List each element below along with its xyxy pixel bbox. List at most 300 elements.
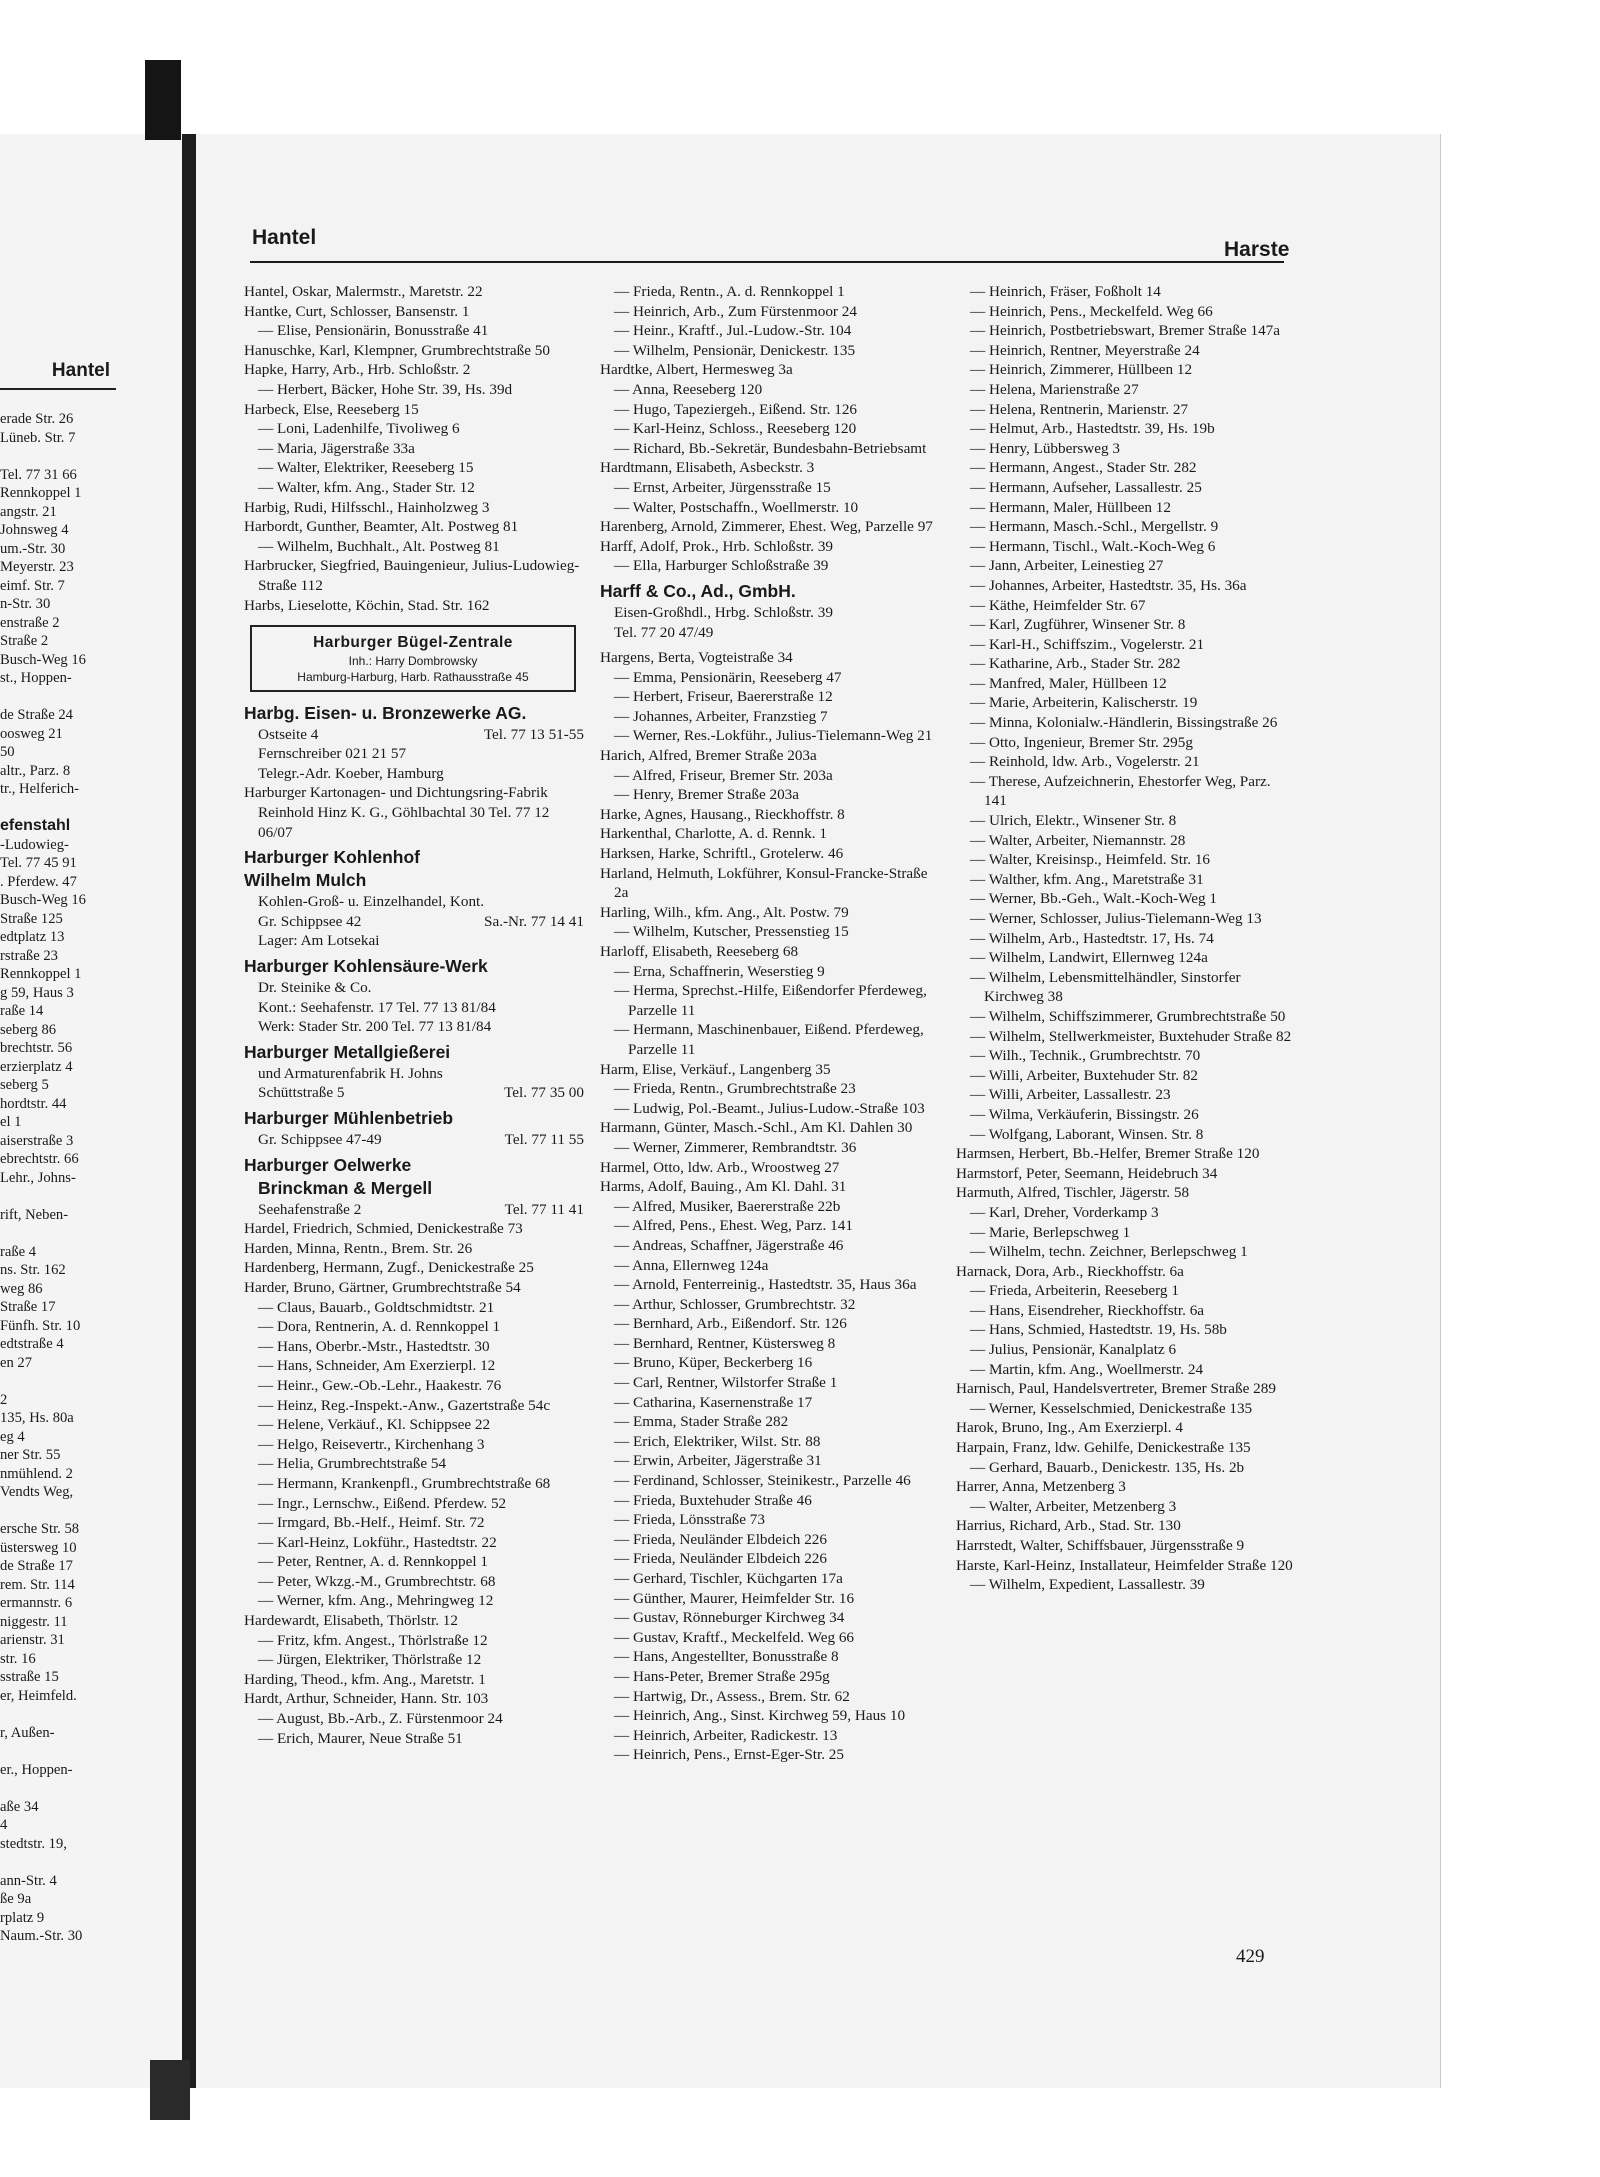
firm-entry: [244, 955, 584, 1037]
firm-line: Tel. 77 20 47/49: [614, 623, 714, 641]
directory-subentry: — Manfred, Maler, Hüllbeen 12: [970, 674, 1167, 692]
firm-line: und Armaturenfabrik H. Johns: [258, 1064, 443, 1082]
directory-subentry: — Alfred, Friseur, Bremer Str. 203a: [614, 766, 833, 784]
previous-page-lines: [0, 410, 170, 1946]
directory-subentry: — Wilhelm, Schiffszimmerer, Grumbrechtstraße 50: [970, 1007, 1286, 1025]
directory-entry: Harmsen, Herbert, Bb.-Helfer, Bremer Straße 120: [956, 1145, 1260, 1163]
directory-subentry: — Johannes, Arbeiter, Hastedtstr. 35, Hs. 36a: [970, 576, 1247, 594]
entry-list: [600, 648, 940, 1765]
directory-entry: Hardt, Arthur, Schneider, Hann. Str. 103: [244, 1690, 489, 1708]
firm-name: Harburger Oelwerke: [244, 1154, 412, 1175]
directory-subentry: — Hans, Angestellter, Bonusstraße 8: [614, 1648, 839, 1666]
firm-phone: Tel. 77 11 41: [504, 1200, 584, 1218]
directory-subentry: — Hermann, Krankenpfl., Grumbrechtstraße 68: [258, 1474, 551, 1492]
directory-entry: Hardtmann, Elisabeth, Asbeckstr. 3: [600, 459, 815, 477]
directory-subentry: — Martin, kfm. Ang., Woellmerstr. 24: [970, 1360, 1204, 1378]
directory-subentry: — Günther, Maurer, Heimfelder Str. 16: [614, 1589, 855, 1607]
directory-subentry: — Walther, kfm. Ang., Maretstraße 31: [970, 870, 1204, 888]
directory-subentry: — Peter, Wkzg.-M., Grumbrechtstr. 68: [258, 1572, 496, 1590]
firm-line: Lager: Am Lotsekai: [258, 932, 380, 950]
directory-entry: Harke, Agnes, Hausang., Rieckhoffstr. 8: [600, 805, 845, 823]
directory-entry: Harloff, Elisabeth, Reeseberg 68: [600, 943, 799, 960]
previous-page-line: [0, 1779, 170, 1798]
directory-subentry: — Emma, Stader Straße 282: [614, 1413, 789, 1431]
directory-subentry: — Heinrich, Fräser, Foßholt 14: [970, 283, 1161, 300]
directory-entry: Hantel, Oskar, Malermstr., Maretstr. 22: [244, 283, 483, 300]
directory-subentry: — Jürgen, Elektriker, Thörlstraße 12: [258, 1651, 482, 1669]
previous-page-line: eimf. Str. 7: [0, 577, 65, 594]
directory-subentry: — Heinrich, Ang., Sinst. Kirchweg 59, Haus 10: [614, 1707, 906, 1725]
firm-line: Eisen-Großhdl., Hrbg. Schloßstr. 39: [614, 603, 833, 621]
entry-list: [600, 282, 940, 576]
previous-page-line: -Ludowieg-: [0, 836, 69, 853]
directory-entry: Harkenthal, Charlotte, A. d. Rennk. 1: [600, 825, 827, 843]
previous-page-line: brechtstr. 56: [0, 1040, 73, 1056]
directory-subentry: — Hartwig, Dr., Assess., Brem. Str. 62: [614, 1687, 850, 1705]
directory-subentry: — Walter, Arbeiter, Metzenberg 3: [970, 1497, 1177, 1515]
previous-page-line: er., Hoppen-: [0, 1761, 73, 1778]
directory-entry: Harbeck, Else, Reeseberg 15: [244, 400, 419, 418]
firm-address: Ostseite 4: [258, 725, 319, 743]
directory-entry: Harmuth, Alfred, Tischler, Jägerstr. 58: [956, 1184, 1190, 1202]
directory-subentry: — Therese, Aufzeichnerin, Ehestorfer Weg, Parz. 141: [970, 772, 1271, 810]
directory-subentry: — Wolfgang, Laborant, Winsen. Str. 8: [970, 1125, 1204, 1143]
directory-subentry: — Helmut, Arb., Hastedtstr. 39, Hs. 19b: [970, 420, 1215, 438]
previous-page-line: seberg 5: [0, 1077, 49, 1093]
previous-page-line: [0, 1372, 170, 1391]
previous-page-line: g 59, Haus 3: [0, 984, 74, 1001]
previous-page-line: Tel. 77 45 91: [0, 855, 77, 871]
directory-subentry: — Gerhard, Tischler, Küchgarten 17a: [614, 1570, 843, 1587]
directory-subentry: — Fritz, kfm. Angest., Thörlstraße 12: [258, 1631, 488, 1649]
directory-subentry: — Arthur, Schlosser, Grumbrechtstr. 32: [614, 1295, 856, 1313]
directory-subentry: — Karl, Dreher, Vorderkamp 3: [970, 1203, 1159, 1221]
previous-page-line: er, Heimfeld.: [0, 1687, 77, 1704]
previous-page-line: n-Str. 30: [0, 596, 51, 612]
previous-page-line: en 27: [0, 1354, 33, 1371]
directory-subentry: — Heinr., Gew.-Ob.-Lehr., Haakestr. 76: [258, 1376, 502, 1394]
directory-entry: Harste, Karl-Heinz, Installateur, Heimfelder Straße 120: [956, 1556, 1293, 1574]
directory-subentry: — Heinrich, Postbetriebswart, Bremer Straße 147a: [970, 322, 1280, 340]
previous-page-line: rift, Neben-: [0, 1206, 69, 1223]
directory-subentry: — Dora, Rentnerin, A. d. Rennkoppel 1: [258, 1318, 501, 1336]
directory-subentry: — Werner, Schlosser, Julius-Tielemann-Weg 13: [970, 910, 1262, 927]
directory-entry: Harrius, Richard, Arb., Stad. Str. 130: [956, 1517, 1181, 1535]
firm-line: [244, 912, 584, 932]
previous-page-line: Lüneb. Str. 7: [0, 429, 76, 446]
directory-subentry: — Katharine, Arb., Stader Str. 282: [970, 655, 1181, 673]
directory-subentry: — Marie, Berlepschweg 1: [970, 1223, 1131, 1241]
directory-subentry: — Wilhelm, Arb., Hastedtstr. 17, Hs. 74: [970, 929, 1214, 947]
directory-subentry: — Heinrich, Pens., Meckelfeld. Weg 66: [970, 302, 1213, 320]
previous-page-line: erade Str. 26: [0, 411, 74, 427]
header-right-keyword: Harste: [1224, 238, 1290, 261]
previous-page-line: Meyerstr. 23: [0, 559, 74, 575]
directory-subentry: — Willi, Arbeiter, Buxtehuder Str. 82: [970, 1066, 1198, 1084]
directory-entry: Hantke, Curt, Schlosser, Bansenstr. 1: [244, 302, 470, 320]
directory-subentry: — Hugo, Tapeziergeh., Eißend. Str. 126: [614, 400, 858, 418]
directory-subentry: — Wilh., Technik., Grumbrechtstr. 70: [970, 1047, 1201, 1065]
previous-page-line: [0, 1742, 170, 1761]
directory-entry: Hapke, Harry, Arb., Hrb. Schloßstr. 2: [244, 361, 471, 379]
directory-subentry: — Walter, Postschaffn., Woellmerstr. 10: [614, 498, 859, 516]
directory-subentry: — Frieda, Neuländer Elbdeich 226: [614, 1550, 827, 1568]
firm-phone: Tel. 77 13 51-55: [483, 725, 584, 743]
directory-subentry: — Hermann, Maler, Hüllbeen 12: [970, 498, 1171, 516]
previous-page-line: el 1: [0, 1114, 22, 1130]
previous-page-line: aiserstraße 3: [0, 1132, 74, 1149]
firm-address: Schüttstraße 5: [258, 1084, 345, 1102]
directory-subentry: — Ella, Harburger Schloßstraße 39: [614, 557, 829, 575]
previous-page-rule: [0, 388, 116, 390]
previous-page-line: hordtstr. 44: [0, 1095, 67, 1112]
directory-entry: Harding, Theod., kfm. Ang., Maretstr. 1: [244, 1670, 486, 1688]
directory-entry: Harrer, Anna, Metzenberg 3: [956, 1478, 1126, 1496]
directory-entry: Harnisch, Paul, Handelsvertreter, Bremer Straße 289: [956, 1380, 1276, 1398]
previous-page-line: weg 86: [0, 1280, 43, 1297]
directory-subentry: — Heinz, Reg.-Inspekt.-Anw., Gazertstraße 54c: [258, 1396, 551, 1414]
directory-subentry: — Bernhard, Arb., Eißendorf. Str. 126: [614, 1315, 847, 1333]
directory-entry: Hargens, Berta, Vogteistraße 34: [600, 649, 793, 667]
directory-entry: Harling, Wilh., kfm. Ang., Alt. Postw. 79: [600, 903, 849, 921]
directory-subentry: — Erwin, Arbeiter, Jägerstraße 31: [614, 1452, 822, 1470]
directory-subentry: — Gerhard, Bauarb., Denickestr. 135, Hs. 2b: [970, 1458, 1245, 1476]
directory-subentry: — Frieda, Buxtehuder Straße 46: [614, 1491, 812, 1509]
directory-subentry: — Karl-Heinz, Schloss., Reeseberg 120: [614, 420, 857, 438]
previous-page-line: enstraße 2: [0, 614, 60, 631]
ad-owner: Inh.: Harry Dombrowsky: [348, 653, 478, 668]
firm-entry: [244, 702, 584, 784]
previous-page-line: r, Außen-: [0, 1724, 55, 1741]
book-spine-bottom: [150, 2060, 190, 2120]
previous-page-line: [0, 1502, 170, 1521]
entry-list: [244, 282, 584, 615]
directory-subentry: — Heinrich, Arb., Zum Fürstenmoor 24: [614, 302, 857, 320]
previous-page-line: 2: [0, 1391, 8, 1408]
previous-page-line: [0, 688, 170, 707]
directory-subentry: — Wilhelm, techn. Zeichner, Berlepschweg 1: [970, 1243, 1248, 1261]
directory-subentry: — Andreas, Schaffner, Jägerstraße 46: [614, 1236, 844, 1254]
directory-entry: Harok, Bruno, Ing., Am Exerzierpl. 4: [956, 1419, 1183, 1437]
directory-subentry: — Richard, Bb.-Sekretär, Bundesbahn-Betriebsamt: [614, 439, 927, 457]
directory-subentry: — Karl-H., Schiffszim., Vogelerstr. 21: [970, 635, 1205, 653]
previous-page-line: Johnsweg 4: [0, 522, 69, 538]
directory-subentry: — Wilhelm, Stellwerkmeister, Buxtehuder Straße 82: [970, 1027, 1292, 1045]
previous-page-line: ann-Str. 4: [0, 1872, 57, 1889]
directory-subentry: — Werner, Kesselschmied, Denickestraße 135: [970, 1399, 1253, 1417]
previous-page-line: ße 9a: [0, 1891, 32, 1907]
directory-subentry: — Hans, Eisendreher, Rieckhoffstr. 6a: [970, 1301, 1205, 1319]
directory-subentry: — Ludwig, Pol.-Beamt., Julius-Ludow.-Straße 103: [614, 1099, 925, 1117]
directory-subentry: — Walter, Elektriker, Reeseberg 15: [258, 459, 474, 477]
previous-page-line: Straße 17: [0, 1299, 56, 1315]
previous-page-line: tr., Helferich-: [0, 781, 80, 797]
firm-phone: Tel. 77 35 00: [504, 1084, 584, 1102]
directory-subentry: — Frieda, Neuländer Elbdeich 226: [614, 1530, 827, 1548]
firm-entry: [244, 846, 584, 951]
directory-subentry: — Gustav, Rönneburger Kirchweg 34: [614, 1609, 845, 1627]
previous-page-line: [0, 1853, 170, 1872]
previous-page-line: arienstr. 31: [0, 1632, 65, 1648]
directory-subentry: — Minna, Kolonialw.-Händlerin, Bissingstraße 26: [970, 714, 1278, 732]
previous-page-line: sstraße 15: [0, 1669, 59, 1685]
firm-entry: [244, 1107, 584, 1150]
firm-name-2: Wilhelm Mulch: [244, 870, 367, 891]
previous-page-line: oosweg 21: [0, 725, 63, 742]
previous-page-line: aße 34: [0, 1798, 39, 1815]
directory-subentry: — Helene, Verkäuf., Kl. Schippsee 22: [258, 1416, 491, 1434]
previous-page-line: [0, 799, 170, 818]
directory-subentry: — Wilhelm, Lebensmittelhändler, Sinstorfer Kirchweg 38: [970, 968, 1241, 1006]
directory-entry: Harland, Helmuth, Lokführer, Konsul-Francke-Straße 2a: [600, 864, 928, 902]
directory-subentry: — Loni, Ladenhilfe, Tivoliweg 6: [258, 420, 460, 438]
previous-page-line: ebrechtstr. 66: [0, 1151, 79, 1167]
directory-subentry: — Jann, Arbeiter, Leinestieg 27: [970, 557, 1164, 575]
directory-subentry: — Walter, kfm. Ang., Stader Str. 12: [258, 478, 475, 496]
directory-subentry: — Frieda, Rentn., A. d. Rennkoppel 1: [614, 283, 845, 300]
previous-page-line: [0, 447, 170, 466]
previous-page-line: ns. Str. 162: [0, 1262, 66, 1278]
directory-subentry: — Irmgard, Bb.-Helf., Heimf. Str. 72: [258, 1514, 485, 1532]
ad-address: Hamburg-Harburg, Harb. Rathausstraße 45: [297, 669, 529, 684]
previous-page-line: nmühlend. 2: [0, 1465, 73, 1482]
entry-list: [244, 1219, 584, 1748]
firm-entry: [244, 1154, 584, 1220]
directory-subentry: — Hans, Schmied, Hastedtstr. 19, Hs. 58b: [970, 1321, 1227, 1339]
firm-entry: [600, 580, 940, 642]
previous-page-line: rstraße 23: [0, 947, 58, 964]
previous-page-line: [0, 1224, 170, 1243]
directory-subentry: — Ingr., Lernschw., Eißend. Pferdew. 52: [258, 1494, 507, 1512]
firm-entry: [244, 1041, 584, 1103]
previous-page-line: [0, 1705, 170, 1724]
directory-page: [196, 134, 1441, 2088]
directory-entry: Harbordt, Gunther, Beamter, Alt. Postweg 81: [244, 518, 519, 536]
directory-entry: Hardel, Friedrich, Schmied, Denickestraße 73: [244, 1220, 523, 1238]
directory-subentry: — Bernhard, Rentner, Küstersweg 8: [614, 1334, 836, 1352]
previous-page-line: str. 16: [0, 1650, 36, 1667]
previous-page-line: rplatz 9: [0, 1909, 45, 1926]
directory-entry: Harksen, Harke, Schriftl., Grotelerw. 46: [600, 845, 844, 863]
directory-subentry: — Otto, Ingenieur, Bremer Str. 295g: [970, 733, 1193, 751]
directory-subentry: — Helena, Rentnerin, Marienstr. 27: [970, 400, 1189, 418]
book-spine-top: [145, 60, 181, 140]
header-left-keyword: Hantel: [252, 226, 317, 249]
directory-entry: Harbrucker, Siegfried, Bauingenieur, Julius-Ludowieg-Straße 112: [244, 557, 580, 594]
directory-subentry: — Frieda, Arbeiterin, Reeseberg 1: [970, 1282, 1179, 1300]
directory-entry: Harburger Kartonagen- und Dichtungsring-Fabrik Reinhold Hinz K. G., Göhlbachtal 30 Tel. 77 12 06/07: [244, 784, 550, 841]
previous-page-line: efenstahl: [0, 817, 71, 834]
previous-page-line: de Straße 17: [0, 1558, 73, 1574]
directory-entry: Hanuschke, Karl, Klempner, Grumbrechtstraße 50: [244, 341, 550, 359]
firm-telegram: Telegr.-Adr. Koeber, Hamburg: [258, 764, 444, 782]
directory-entry: Hardenberg, Hermann, Zugf., Denickestraße 25: [244, 1259, 534, 1277]
previous-page-line: de Straße 24: [0, 707, 73, 723]
previous-page-line: stedtstr. 19,: [0, 1835, 67, 1852]
directory-subentry: — Heinrich, Zimmerer, Hüllbeen 12: [970, 361, 1193, 379]
previous-page-line: Naum.-Str. 30: [0, 1928, 83, 1944]
firm-telex: Fernschreiber 021 21 57: [258, 745, 407, 763]
directory-entry: Harpain, Franz, ldw. Gehilfe, Denickestraße 135: [956, 1439, 1251, 1457]
directory-entry: Harder, Bruno, Gärtner, Grumbrechtstraße 54: [244, 1278, 521, 1296]
firm-phone: Tel. 77 11 55: [504, 1131, 584, 1148]
previous-page-fragment: [0, 134, 182, 2088]
directory-subentry: — Wilhelm, Buchhalt., Alt. Postweg 81: [258, 537, 500, 555]
firm-line: Kont.: Seehafenstr. 17 Tel. 77 13 81/84: [258, 998, 496, 1016]
previous-page-line: Busch-Weg 16: [0, 892, 86, 908]
previous-page-line: erzierplatz 4: [0, 1058, 73, 1075]
directory-subentry: — Frieda, Rentn., Grumbrechtstraße 23: [614, 1080, 856, 1098]
directory-subentry: — Heinrich, Rentner, Meyerstraße 24: [970, 341, 1200, 359]
directory-subentry: — Anna, Reeseberg 120: [614, 380, 763, 398]
directory-subentry: — Hermann, Tischl., Walt.-Koch-Weg 6: [970, 537, 1216, 555]
column-1: [244, 282, 584, 1748]
directory-entry: Hardtke, Albert, Hermesweg 3a: [600, 361, 793, 379]
directory-subentry: — Hans, Oberbr.-Mstr., Hastedtstr. 30: [258, 1337, 490, 1355]
ad-title: Harburger Bügel-Zentrale: [313, 634, 513, 652]
directory-subentry: — Peter, Rentner, A. d. Rennkoppel 1: [258, 1553, 488, 1571]
firm-line: [244, 1200, 584, 1220]
firm-line: [244, 1130, 584, 1150]
directory-subentry: — Hans-Peter, Bremer Straße 295g: [614, 1667, 830, 1685]
directory-entry: Harmann, Günter, Masch.-Schl., Am Kl. Dahlen 30: [600, 1119, 913, 1137]
firm-line: [244, 1083, 584, 1103]
entry-list: [956, 282, 1296, 1595]
directory-subentry: — Werner, Res.-Lokführ., Julius-Tielemann-Weg 21: [614, 727, 933, 745]
previous-page-line: altr., Parz. 8: [0, 762, 71, 779]
directory-subentry: — Bruno, Küper, Beckerberg 16: [614, 1354, 813, 1372]
previous-page-line: Rennkoppel 1: [0, 966, 82, 982]
previous-page-line: 50: [0, 744, 15, 760]
previous-page-line: 4: [0, 1817, 8, 1833]
directory-entry: Harenberg, Arnold, Zimmerer, Ehest. Weg, Parzelle 97: [600, 518, 933, 536]
directory-entry: Harff, Adolf, Prok., Hrb. Schloßstr. 39: [600, 537, 834, 555]
firm-name: Harbg. Eisen- u. Bronzewerke AG.: [244, 702, 527, 723]
previous-page-line: edtstraße 4: [0, 1336, 64, 1352]
directory-subentry: — Walter, Kreisinsp., Heimfeld. Str. 16: [970, 851, 1211, 869]
firm-name-2: Brinckman & Mergell: [258, 1177, 433, 1198]
previous-page-line: . Pferdew. 47: [0, 873, 77, 890]
previous-page-line: seberg 86: [0, 1021, 57, 1038]
directory-subentry: — Gustav, Kraftf., Meckelfeld. Weg 66: [614, 1628, 855, 1646]
directory-subentry: — Hermann, Masch.-Schl., Mergellstr. 9: [970, 518, 1219, 536]
directory-subentry: — Herbert, Friseur, Baererstraße 12: [614, 688, 833, 706]
previous-page-line: Rennkoppel 1: [0, 485, 82, 501]
directory-subentry: — Erich, Elektriker, Wilst. Str. 88: [614, 1432, 821, 1450]
page-number: 429: [1236, 1946, 1265, 1967]
directory-subentry: — Henry, Bremer Straße 203a: [614, 786, 800, 804]
previous-page-line: Straße 125: [0, 910, 63, 927]
directory-entry: Harmel, Otto, ldw. Arb., Wroostweg 27: [600, 1158, 840, 1176]
directory-subentry: — Karl, Zugführer, Winsener Str. 8: [970, 616, 1186, 634]
firm-line: Werk: Stader Str. 200 Tel. 77 13 81/84: [258, 1018, 492, 1036]
directory-subentry: — Carl, Rentner, Wilstorfer Straße 1: [614, 1374, 838, 1392]
directory-entry: Harrstedt, Walter, Schiffsbauer, Jürgensstraße 9: [956, 1537, 1245, 1554]
previous-page-line: raße 14: [0, 1003, 44, 1019]
directory-subentry: — Wilhelm, Expedient, Lassallestr. 39: [970, 1576, 1205, 1594]
directory-subentry: — Wilhelm, Landwirt, Ellernweg 124a: [970, 949, 1208, 967]
directory-subentry: — Werner, Bb.-Geh., Walt.-Koch-Weg 1: [970, 890, 1217, 908]
previous-page-line: Busch-Weg 16: [0, 651, 86, 668]
directory-subentry: — Heinr., Kraftf., Jul.-Ludow.-Str. 104: [614, 322, 852, 340]
previous-page-line: üstersweg 10: [0, 1539, 77, 1556]
column-3: [956, 282, 1296, 1595]
directory-subentry: — Ernst, Arbeiter, Jürgensstraße 15: [614, 478, 831, 496]
directory-subentry: — Willi, Arbeiter, Lassallestr. 23: [970, 1086, 1171, 1104]
directory-entry: Harbig, Rudi, Hilfsschl., Hainholzweg 3: [244, 498, 490, 516]
directory-subentry: — Wilma, Verkäuferin, Bissingstr. 26: [970, 1105, 1199, 1123]
directory-subentry: — Elise, Pensionärin, Bonusstraße 41: [258, 322, 489, 340]
previous-page-line: Fünfh. Str. 10: [0, 1317, 81, 1334]
directory-subentry: — Alfred, Musiker, Baererstraße 22b: [614, 1197, 841, 1215]
previous-page-line: Tel. 77 31 66: [0, 466, 77, 483]
previous-page-line: 135, Hs. 80a: [0, 1410, 74, 1426]
previous-page-line: niggestr. 11: [0, 1613, 68, 1630]
directory-entry: Hardewardt, Elisabeth, Thörlstr. 12: [244, 1612, 458, 1630]
previous-page-line: ermannstr. 6: [0, 1595, 73, 1611]
firm-phone: Sa.-Nr. 77 14 41: [484, 912, 584, 930]
directory-subentry: — Hans, Schneider, Am Exerzierpl. 12: [258, 1357, 496, 1375]
directory-entry: Harm, Elise, Verkäuf., Langenberg 35: [600, 1060, 831, 1078]
previous-page-line: rem. Str. 114: [0, 1576, 75, 1593]
directory-subentry: — Werner, kfm. Ang., Mehringweg 12: [258, 1592, 494, 1610]
previous-page-line: Vendts Weg,: [0, 1484, 74, 1500]
directory-subentry: — Johannes, Arbeiter, Franzstieg 7: [614, 707, 828, 725]
firm-name: Harburger Kohlensäure-Werk: [244, 956, 488, 977]
directory-subentry: — Ulrich, Elektr., Winsener Str. 8: [970, 812, 1177, 830]
directory-subentry: — Walter, Arbeiter, Niemannstr. 28: [970, 831, 1186, 849]
directory-subentry: — Claus, Bauarb., Goldtschmidtstr. 21: [258, 1298, 495, 1316]
firm-address: Gr. Schippsee 42: [258, 912, 362, 930]
directory-subentry: — Helgo, Reisevertr., Kirchenhang 3: [258, 1435, 485, 1453]
previous-page-line: edtplatz 13: [0, 929, 65, 945]
directory-subentry: — Herma, Sprechst.-Hilfe, Eißendorfer Pferdeweg, Parzelle 11: [614, 982, 927, 1019]
previous-page-line: um.-Str. 30: [0, 540, 66, 557]
firm-line: Kohlen-Groß- u. Einzelhandel, Kont.: [258, 893, 485, 911]
firm-address: Seehafenstraße 2: [258, 1200, 362, 1218]
directory-entry: Harnack, Dora, Arb., Rieckhoffstr. 6a: [956, 1262, 1184, 1280]
advertisement-box: [250, 625, 576, 692]
firm-name: Harburger Mühlenbetrieb: [244, 1108, 454, 1128]
directory-subentry: — Heinrich, Pens., Ernst-Eger-Str. 25: [614, 1746, 844, 1764]
directory-subentry: — Hermann, Maschinenbauer, Eißend. Pferdeweg, Parzelle 11: [614, 1021, 924, 1058]
directory-subentry: — Erna, Schaffnerin, Weserstieg 9: [614, 962, 825, 980]
directory-entry: Harms, Adolf, Bauing., Am Kl. Dahl. 31: [600, 1178, 847, 1196]
directory-subentry: — Reinhold, ldw. Arb., Vogelerstr. 21: [970, 753, 1200, 771]
directory-entry: Harden, Minna, Rentn., Brem. Str. 26: [244, 1239, 473, 1257]
directory-subentry: — Alfred, Pens., Ehest. Weg, Parz. 141: [614, 1217, 853, 1235]
directory-subentry: — Ferdinand, Schlosser, Steinikestr., Parzelle 46: [614, 1472, 911, 1490]
header-rule: [250, 261, 1284, 263]
directory-subentry: — Helia, Grumbrechtstraße 54: [258, 1455, 447, 1473]
directory-subentry: — Hermann, Aufseher, Lassallestr. 25: [970, 478, 1202, 496]
previous-page-line: st., Hoppen-: [0, 670, 72, 686]
column-2: [600, 282, 940, 1765]
previous-page-line: eg 4: [0, 1428, 25, 1445]
directory-subentry: — Frieda, Lönsstraße 73: [614, 1511, 765, 1529]
directory-subentry: — Karl-Heinz, Lokführ., Hastedtstr. 22: [258, 1533, 497, 1551]
firm-line: Dr. Steinike & Co.: [258, 979, 372, 997]
directory-subentry: — Herbert, Bäcker, Hohe Str. 39, Hs. 39d: [258, 380, 513, 398]
directory-subentry: — August, Bb.-Arb., Z. Fürstenmoor 24: [258, 1710, 503, 1728]
directory-subentry: — Wilhelm, Pensionär, Denickestr. 135: [614, 341, 856, 359]
directory-subentry: — Arnold, Fenterreinig., Hastedtstr. 35, Haus 36a: [614, 1276, 917, 1294]
previous-page-line: [0, 1187, 170, 1206]
firm-address: Gr. Schippsee 47-49: [258, 1131, 382, 1148]
previous-page-header: Hantel: [51, 360, 110, 381]
previous-page-line: ner Str. 55: [0, 1447, 61, 1463]
directory-entry: Harich, Alfred, Bremer Straße 203a: [600, 747, 817, 765]
